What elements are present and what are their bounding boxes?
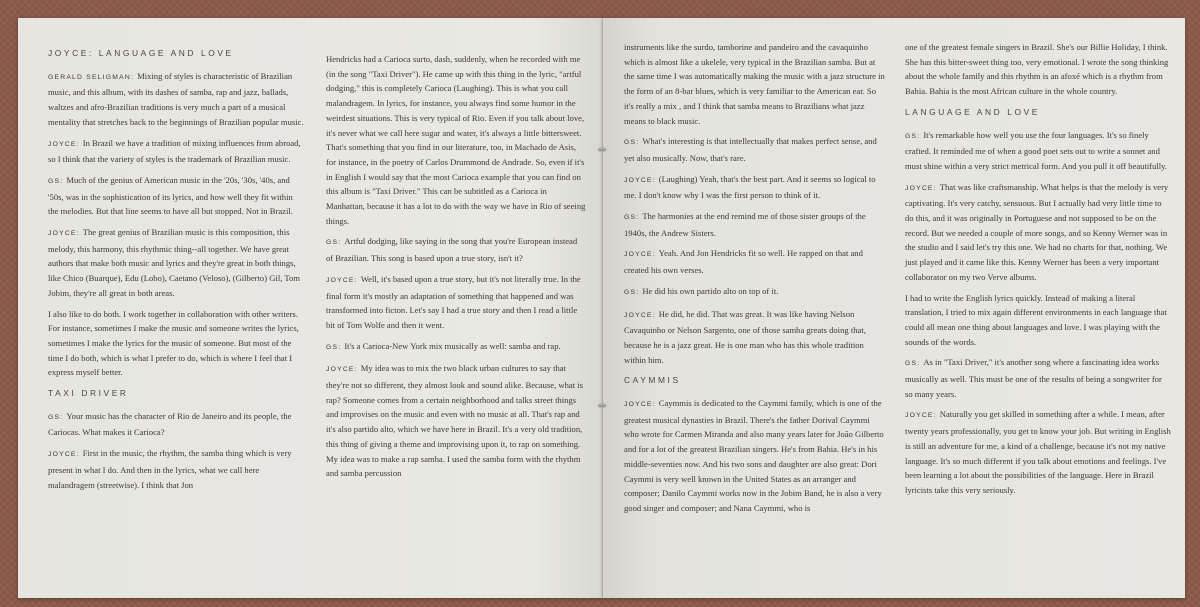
paragraph-text: The great genius of Brazilian music is this composition, this melody, this harmony, this rhythmic thing--all together. We have great authors that make both music and lyrics and they're great in both things, like Chico (Buarque), Edu (Lobo), Caetano (Veloso), (Gilberto) Gil, Tom Jobim, they're all great in both areas. — [48, 227, 300, 298]
paragraph-text: Hendricks had a Carioca surto, dash, suddenly, when he recorded with me (in the song "Taxi Driver"). He came up with this thing in the lyric, "artful dodging," this is completely Carioca (Laughing). This is what you call malandragem. In lyrics, for instance, you always find some humor in the weirdest situations. This is very typical of Rio. Even if you talk about love, it's never what we call here sugar and water, it's always a little bittersweet. That's something that you find in our literature, too, in Machado de Asis, for instance, in the poetry of Carlos Drummond de Andrade. So, even if it's in English I would say that the most Carioca example that you can find on this album is "Taxi Driver." This can be subtitled as a Carioca in Manhattan, because it has a lot to do with the way we have in Rio of seeing things. — [326, 54, 586, 226]
speaker-label: GERALD SELIGMAN: — [48, 73, 135, 81]
paragraph-text: He did, he did. That was great. It was like having Nelson Cavaquinho or Nelson Sargento, one of those samba greats doing that, because he is a jazz great. He is one man who has this whole tradition within him. — [624, 308, 866, 365]
paragraph — [624, 246, 886, 277]
paragraph — [905, 355, 1171, 401]
paragraph-text: He did his own partido alto on top of it. — [642, 285, 779, 296]
paragraph — [905, 407, 1171, 497]
paragraph — [905, 128, 1171, 174]
section-heading: TAXI DRIVER — [48, 388, 129, 399]
left-page-column-1 — [48, 46, 304, 498]
paragraph-text: instruments like the surdo, tamborine and pandeiro and the cavaquinho which is almost like a ukelele, very typical in the Brazilian samba. But at the same time I was automatically making the music with a jazz structure in the form of an 8-bar blues, which is very familiar to the American ear. So it's really a mix , and I think that samba means to Brazilians what jazz means to black music. — [624, 42, 885, 126]
speaker-label: JOYCE: — [48, 140, 80, 148]
speaker-label: JOYCE: — [326, 276, 358, 284]
left-page-column-2 — [326, 52, 586, 487]
paragraph-text: The harmonies at the end remind me of those sister groups of the 1940s, the Andrew Sisters. — [624, 211, 866, 238]
paragraph-text: My idea was to mix the two black urban cultures to say that they're not so different, they almost look and sound alike. Because, what is rap? Someone comes from a certain neighborhood and talks street things and improvises on the music and even with no music at all. That's rap and it's also partido alto, which we have here in Brazil. It's a very old tradition, this thing of giving a theme and improvising upon it, to rap on something. My idea was to make a rap samba. I used the samba form with the rhythm and samba percussion — [326, 363, 583, 479]
speaker-label: GS: — [624, 214, 640, 222]
paragraph — [326, 361, 586, 481]
binding-staple — [598, 148, 606, 151]
speaker-label: JOYCE: — [48, 230, 80, 238]
paragraph-text: It's remarkable how well you use the four languages. It's so finely crafted. It reminded me of when a good poet sets out to write a sonnet and must shine within a very strict metrical form. And you pull it off beautifully. — [905, 129, 1168, 171]
paragraph-text: Artful dodging, like saying in the song that you're European instead of Brazilian. This song is based upon a true story, isn't it? — [326, 236, 578, 264]
paragraph-text: It's a Carioca-New York mix musically as well: samba and rap. — [344, 340, 561, 351]
speaker-label: GS: — [48, 177, 64, 185]
paragraph-text: Yeah. And Jon Hendricks fit so well. He rapped on that and created his own verses. — [624, 248, 863, 276]
paragraph — [624, 284, 886, 301]
speaker-label: JOYCE: — [624, 176, 656, 184]
speaker-label: JOYCE: — [48, 451, 80, 459]
speaker-label: JOYCE: — [624, 311, 656, 319]
paragraph — [48, 225, 304, 301]
paragraph-text: Much of the genius of American music in the '20s, '30s, '40s, and '50s, was in the sophistication of its lyrics, and how well they fit within the melodies. But that line seems to have all but stopped. Not in Brazil. — [48, 174, 293, 217]
paragraph — [48, 69, 304, 130]
paragraph — [48, 173, 304, 219]
paragraph-text: Your music has the character of Rio de Janeiro and its people, the Cariocas. What makes it Carioca? — [48, 410, 292, 438]
paragraph — [48, 446, 304, 492]
paragraph-text: That was like craftsmanship. What helps is that the melody is very captivating. It's very catchy, sensuous. But I actually had very little time to do this, and it was originally in Portuguese and not supposed to be on the record. But we needed a couple of more songs, and so Kenny Werner was in the studio and I said let's try this one. We had no charts for that, nothing. We just played and it came like this. Kenny Werner has been a very important collaborator on my two Verve albums. — [905, 181, 1169, 282]
paragraph — [624, 209, 886, 240]
paragraph — [905, 180, 1171, 285]
speaker-label: GS: — [326, 239, 342, 247]
paragraph-text: one of the greatest female singers in Brazil. She's our Billie Holiday, I think. She has this bitter-sweet thing too, very emotional. I wrote the song thinking about the whole family and this rhythm is an afoxé which is a rhythm from Bahia. Bahia is the most African culture in the whole country. — [905, 42, 1169, 97]
speaker-label: JOYCE: — [624, 401, 656, 409]
speaker-label: GS: — [905, 132, 921, 140]
paragraph-text: Mixing of styles is characteristic of Brazilian music, and this album, with its dashes of samba, rap and jazz, ballads, waltzes and afro-Brazilian traditions is very much a part of a musical mentality that stretches back to the beginnings of Brazilian popular music. — [48, 70, 304, 127]
right-booklet-page — [603, 18, 1185, 598]
speaker-label: GS: — [905, 360, 921, 368]
paragraph — [624, 134, 886, 165]
speaker-label: GS: — [624, 139, 640, 147]
paragraph-text: Well, it's based upon a true story, but it's not literally true. In the final form it's mostly an adaptation of something that happened and was transformed into ficton. Let's say I had a true story and then I read a little bit of Tom Wolfe and then it went. — [326, 273, 581, 330]
paragraph — [48, 409, 304, 440]
paragraph-text: I had to write the English lyrics quickly. Instead of making a literal translation, I tried to mix again different environments in each language that could all mean one thing about languages and love. I was playing with the sounds of the words. — [905, 292, 1167, 347]
paragraph — [48, 307, 304, 381]
paragraph — [326, 339, 586, 356]
paragraph — [326, 52, 586, 228]
paragraph — [624, 307, 886, 368]
paragraph — [48, 136, 304, 167]
paragraph — [624, 396, 886, 516]
paragraph-text: I also like to do both. I work together in collaboration with other writers. For instance, sometimes I make the music and someone writes the lyrics, sometimes I make the lyrics for the music of someone. But most of the time I do both, which is what I prefer to do, which is where I feel that I express myself better. — [48, 308, 299, 378]
right-page-column-1 — [624, 40, 886, 522]
paragraph-text: What's interesting is that intellectually that makes perfect sense, and yet also musically. Now, that's rare. — [624, 136, 877, 163]
speaker-label: GS: — [48, 413, 64, 421]
speaker-label: GS: — [624, 288, 640, 296]
section-heading: CAYMMIS — [624, 375, 681, 386]
paragraph-text: First in the music, the rhythm, the samba thing which is very present in what I do. And then in the lyrics, what we call here malandragem (streetwise). I think that Jon — [48, 448, 292, 490]
paragraph-text: As in "Taxi Driver," it's another song where a fascinating idea works musically as well. This must be one of the results of being a songwriter for so many years. — [905, 357, 1162, 399]
speaker-label: JOYCE: — [624, 251, 656, 259]
paragraph-text: (Laughing) Yeah, that's the best part. And it seems so logical to me. I don't know why I was the first person to think of it. — [624, 173, 876, 201]
speaker-label: GS: — [326, 343, 342, 351]
paragraph — [624, 172, 886, 203]
paragraph — [905, 40, 1171, 99]
speaker-label: JOYCE: — [905, 412, 937, 420]
binding-staple — [598, 404, 606, 407]
section-heading: LANGUAGE AND LOVE — [905, 106, 1040, 117]
speaker-label: JOYCE: — [905, 184, 937, 192]
paragraph — [326, 234, 586, 265]
paragraph — [326, 272, 586, 333]
paragraph-text: Caymmis is dedicated to the Caymmi family, which is one of the greatest musical dynasties in Brazil. There's the father Dorival Caymmi who wrote for Carmen Miranda and also many years later for João Gilberto and for a lot of the greatest Brazilian singers. He's from Bahia. He's in his middle-seventies now. And his two sons and daughter are also great: Dori Caymmi is very well known in the United States as an arranger and composer; Danilo Caymmi works now in the Jobim Band, he is also a very good singer and composer; and Nana Caymmi, who is — [624, 398, 884, 513]
speaker-label: JOYCE: — [326, 366, 358, 374]
right-page-column-2 — [905, 40, 1171, 504]
paragraph-text: Naturally you get skilled in something after a while. I mean, after twenty years professionally, you get to know your job. But writing in English is still an adventure for me, a kind of a challenge, because it's not my native language. It's so much different if you talk about emotions and feelings. I've been learning a lot about the possibilities of the language. Here in Brazil lyricists take this very seriously. — [905, 409, 1171, 495]
paragraph — [905, 291, 1171, 350]
paragraph — [624, 40, 886, 128]
paragraph-text: In Brazil we have a tradition of mixing influences from abroad, so I think that the variety of styles is the trademark of Brazilian music. — [48, 137, 301, 165]
section-heading: JOYCE: LANGUAGE AND LOVE — [48, 48, 234, 58]
left-booklet-page — [18, 18, 603, 598]
